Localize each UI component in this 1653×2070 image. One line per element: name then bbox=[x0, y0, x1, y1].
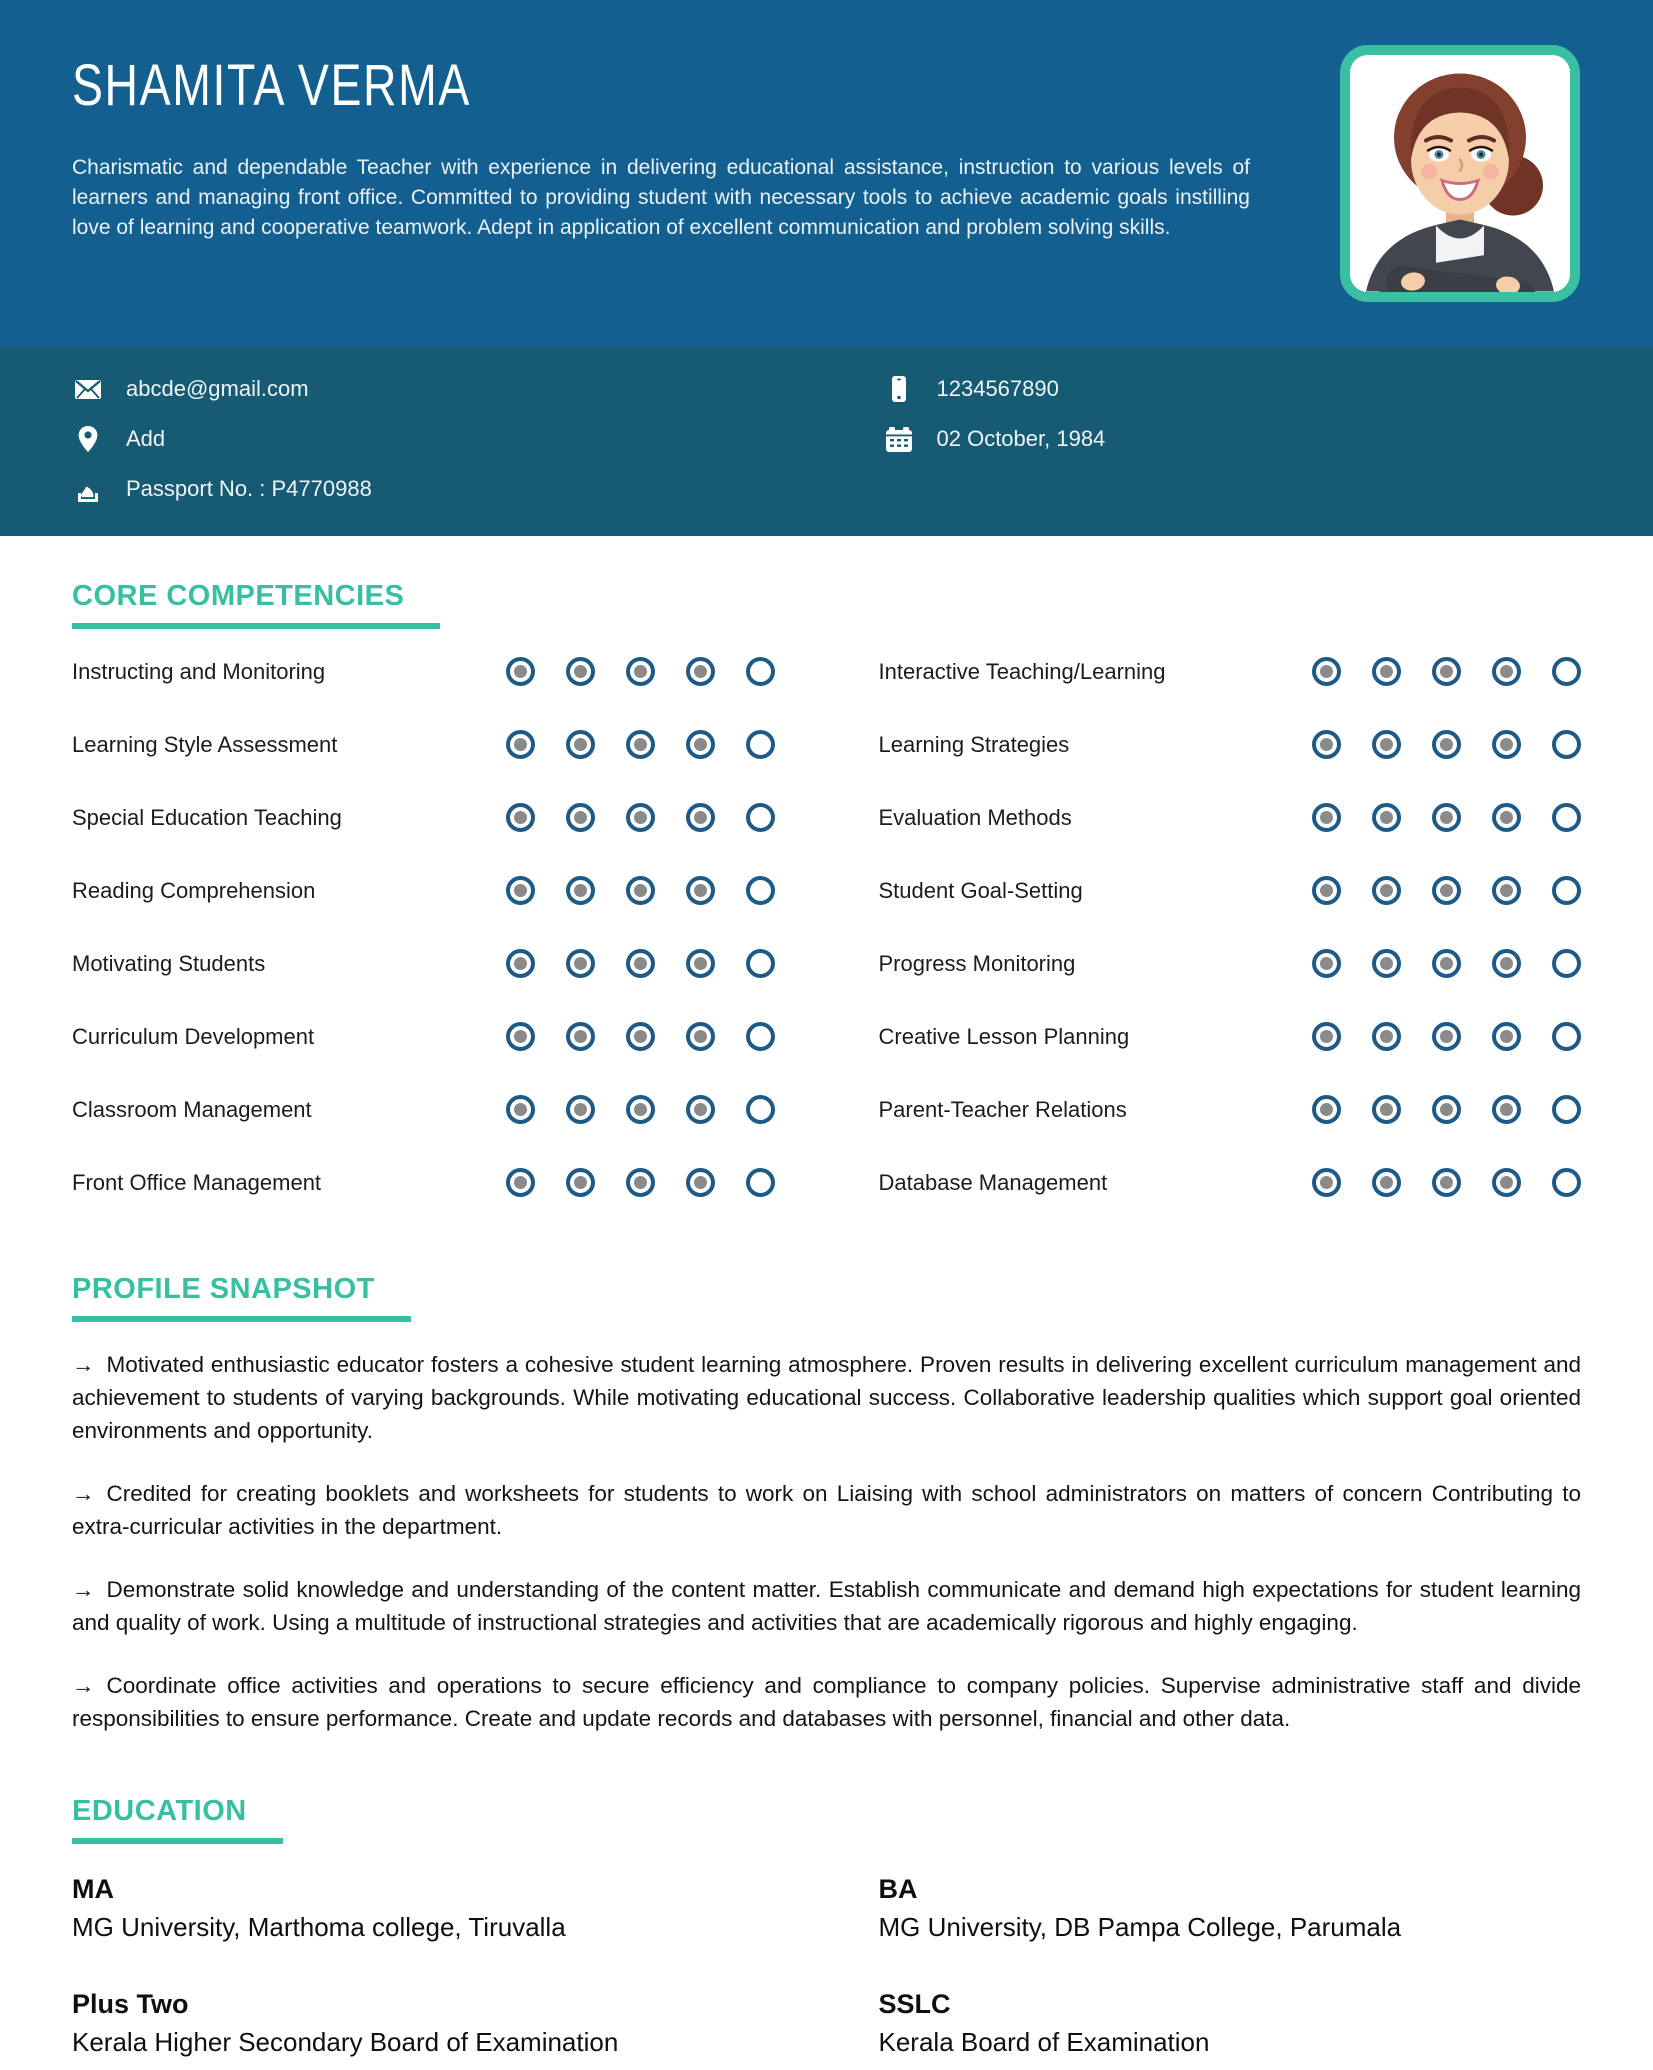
skill-rating bbox=[506, 1022, 775, 1051]
rating-dot-empty bbox=[1552, 803, 1581, 832]
skill-rating bbox=[506, 876, 775, 905]
rating-dot-filled bbox=[686, 657, 715, 686]
passport-text: Passport No. : P4770988 bbox=[126, 476, 372, 501]
rating-dot-filled bbox=[1432, 949, 1461, 978]
education-item bbox=[879, 1989, 1582, 2058]
rating-dot-filled bbox=[566, 1022, 595, 1051]
rating-dot-filled bbox=[566, 803, 595, 832]
arrow-bullet-icon: → bbox=[72, 1481, 95, 1506]
section-profile-snapshot bbox=[72, 1273, 1581, 1735]
rating-dot-empty bbox=[1552, 730, 1581, 759]
rating-dot-empty bbox=[1552, 949, 1581, 978]
skill-row bbox=[72, 927, 775, 1000]
skill-row bbox=[72, 1000, 775, 1073]
rating-dot-filled bbox=[1312, 1022, 1341, 1051]
skill-rating bbox=[1312, 1022, 1581, 1051]
location-pin-icon bbox=[72, 423, 104, 455]
skill-label: Motivating Students bbox=[72, 950, 266, 976]
birth-date-text: 02 October, 1984 bbox=[936, 426, 1106, 451]
rating-dot-filled bbox=[1492, 657, 1521, 686]
skill-rating bbox=[506, 949, 775, 978]
rating-dot-filled bbox=[506, 657, 535, 686]
skill-row bbox=[879, 1000, 1582, 1073]
rating-dot-filled bbox=[686, 876, 715, 905]
degree-name: Plus Two bbox=[72, 1989, 189, 2019]
competencies-grid bbox=[72, 635, 1581, 1219]
rating-dot-filled bbox=[1432, 1168, 1461, 1197]
rating-dot-filled bbox=[1312, 876, 1341, 905]
rating-dot-empty bbox=[1552, 1095, 1581, 1124]
rating-dot-filled bbox=[506, 803, 535, 832]
person-name: SHAMITA VERMA bbox=[72, 53, 471, 118]
skill-rating bbox=[1312, 730, 1581, 759]
profile-bullet: → Coordinate office activities and operations to secure efficiency and compliance to company policies. Supervise administrative staff and divide responsibilities to ensure performance. Create and update records and databases with personnel, financial and other data. bbox=[72, 1673, 1581, 1731]
rating-dot-filled bbox=[506, 1168, 535, 1197]
header bbox=[0, 0, 1653, 348]
rating-dot-filled bbox=[1312, 1168, 1341, 1197]
rating-dot-filled bbox=[1312, 803, 1341, 832]
skill-label: Learning Style Assessment bbox=[72, 731, 338, 757]
rating-dot-empty bbox=[746, 657, 775, 686]
phone-text: 1234567890 bbox=[936, 376, 1059, 401]
header-summary: Charismatic and dependable Teacher with experience in delivering educational assistance, instruction to various levels of learners and managing front office. Committed to providing student with necessary tools to achieve academic goals instilling love of learning and cooperative teamwork. Adept in application of excellent communication and problem solving skills. bbox=[72, 156, 1250, 240]
skill-label: Front Office Management bbox=[72, 1169, 322, 1195]
skill-rating bbox=[1312, 803, 1581, 832]
skill-label: Creative Lesson Planning bbox=[878, 1023, 1130, 1049]
resume-body bbox=[0, 580, 1653, 2058]
institution: Kerala Higher Secondary Board of Examination bbox=[72, 2027, 619, 2057]
skill-label: Interactive Teaching/Learning bbox=[878, 658, 1166, 684]
skill-row bbox=[879, 854, 1582, 927]
rating-dot-filled bbox=[686, 1022, 715, 1051]
contact-passport bbox=[72, 464, 827, 514]
degree-name: SSLC bbox=[878, 1989, 951, 2019]
mobile-phone-icon bbox=[883, 373, 915, 405]
avatar-woman-illustration bbox=[1350, 55, 1570, 292]
institution: MG University, Marthoma college, Tiruvalla bbox=[72, 1912, 566, 1942]
rating-dot-filled bbox=[626, 730, 655, 759]
rating-dot-filled bbox=[626, 657, 655, 686]
skill-label: Reading Comprehension bbox=[72, 877, 316, 903]
skill-row bbox=[879, 927, 1582, 1000]
education-item bbox=[879, 1874, 1582, 1943]
profile-bullet-list bbox=[72, 1348, 1581, 1735]
education-item bbox=[72, 1874, 775, 1943]
rating-dot-empty bbox=[746, 949, 775, 978]
contact-birth-date bbox=[883, 414, 1582, 464]
skill-rating bbox=[506, 657, 775, 686]
contact-right-column bbox=[827, 364, 1582, 514]
rating-dot-filled bbox=[1312, 949, 1341, 978]
profile-photo bbox=[1340, 45, 1580, 302]
profile-bullet: → Demonstrate solid knowledge and understanding of the content matter. Establish communicate and demand high expectations for student learning and quality of work. Using a multitude of instructional strategies and activities that are academically rigorous and highly engaging. bbox=[72, 1577, 1581, 1635]
degree-name: BA bbox=[878, 1874, 918, 1904]
profile-bullet: → Motivated enthusiastic educator fosters a cohesive student learning atmosphere. Proven results in delivering excellent curriculum management and achievement to students of varying backgrounds. While motivating educational success. Collaborative leadership qualities which support goal oriented environments and opportunity. bbox=[72, 1352, 1581, 1443]
rating-dot-filled bbox=[566, 657, 595, 686]
rating-dot-filled bbox=[686, 1168, 715, 1197]
skill-label: Learning Strategies bbox=[878, 731, 1070, 757]
profile-bullet: → Credited for creating booklets and worksheets for students to work on Liaising with school administrators on matters of concern Contributing to extra-curricular activities in the department. bbox=[72, 1481, 1581, 1539]
rating-dot-empty bbox=[1552, 876, 1581, 905]
skill-row bbox=[72, 1073, 775, 1146]
section-education bbox=[72, 1795, 1581, 2058]
core-competencies-title: CORE COMPETENCIES bbox=[72, 580, 440, 629]
skill-rating bbox=[1312, 657, 1581, 686]
rating-dot-filled bbox=[1312, 730, 1341, 759]
rating-dot-filled bbox=[1432, 803, 1461, 832]
rating-dot-filled bbox=[566, 876, 595, 905]
rating-dot-filled bbox=[626, 803, 655, 832]
institution: MG University, DB Pampa College, Parumala bbox=[878, 1912, 1402, 1942]
education-item bbox=[72, 1989, 775, 2058]
passport-stamp-icon bbox=[72, 473, 104, 505]
skill-label: Evaluation Methods bbox=[878, 804, 1072, 830]
rating-dot-filled bbox=[1432, 1095, 1461, 1124]
rating-dot-filled bbox=[686, 1095, 715, 1124]
rating-dot-filled bbox=[1372, 657, 1401, 686]
skill-label: Special Education Teaching bbox=[72, 804, 342, 830]
skill-rating bbox=[1312, 876, 1581, 905]
rating-dot-filled bbox=[1372, 876, 1401, 905]
rating-dot-filled bbox=[506, 1022, 535, 1051]
skill-label: Parent-Teacher Relations bbox=[878, 1096, 1127, 1122]
rating-dot-filled bbox=[566, 730, 595, 759]
skill-label: Student Goal-Setting bbox=[878, 877, 1083, 903]
rating-dot-filled bbox=[1372, 1095, 1401, 1124]
skill-row bbox=[879, 1073, 1582, 1146]
skill-row bbox=[72, 781, 775, 854]
rating-dot-filled bbox=[506, 730, 535, 759]
skill-rating bbox=[506, 803, 775, 832]
calendar-icon bbox=[883, 423, 915, 455]
rating-dot-filled bbox=[506, 1095, 535, 1124]
rating-dot-filled bbox=[1492, 1168, 1521, 1197]
rating-dot-filled bbox=[626, 1022, 655, 1051]
rating-dot-filled bbox=[1372, 730, 1401, 759]
email-icon bbox=[72, 373, 104, 405]
skill-rating bbox=[1312, 949, 1581, 978]
contact-left-column bbox=[72, 364, 827, 514]
skill-row bbox=[879, 708, 1582, 781]
skill-label: Curriculum Development bbox=[72, 1023, 315, 1049]
rating-dot-filled bbox=[1492, 949, 1521, 978]
rating-dot-empty bbox=[1552, 1168, 1581, 1197]
rating-dot-filled bbox=[506, 949, 535, 978]
education-grid bbox=[72, 1874, 1581, 2058]
education-title: EDUCATION bbox=[72, 1795, 283, 1844]
rating-dot-filled bbox=[1492, 1022, 1521, 1051]
email-text: abcde@gmail.com bbox=[126, 376, 309, 401]
contact-phone bbox=[883, 364, 1582, 414]
skill-rating bbox=[506, 1168, 775, 1197]
competencies-left-column bbox=[72, 635, 775, 1219]
rating-dot-empty bbox=[1552, 1022, 1581, 1051]
rating-dot-filled bbox=[1492, 1095, 1521, 1124]
profile-snapshot-title: PROFILE SNAPSHOT bbox=[72, 1273, 411, 1322]
rating-dot-filled bbox=[1372, 1168, 1401, 1197]
skill-row bbox=[879, 1146, 1582, 1219]
skill-row bbox=[879, 781, 1582, 854]
rating-dot-filled bbox=[1432, 730, 1461, 759]
rating-dot-empty bbox=[746, 803, 775, 832]
rating-dot-filled bbox=[1432, 1022, 1461, 1051]
rating-dot-filled bbox=[686, 730, 715, 759]
skill-row bbox=[72, 1146, 775, 1219]
rating-dot-empty bbox=[746, 730, 775, 759]
rating-dot-filled bbox=[626, 876, 655, 905]
skill-label: Instructing and Monitoring bbox=[72, 658, 326, 684]
rating-dot-filled bbox=[1492, 730, 1521, 759]
skill-label: Database Management bbox=[878, 1169, 1108, 1195]
rating-dot-filled bbox=[566, 949, 595, 978]
rating-dot-filled bbox=[1372, 803, 1401, 832]
skill-row bbox=[72, 635, 775, 708]
section-core-competencies bbox=[72, 580, 1581, 1219]
arrow-bullet-icon: → bbox=[72, 1673, 95, 1698]
competencies-right-column bbox=[879, 635, 1582, 1219]
rating-dot-filled bbox=[626, 949, 655, 978]
rating-dot-filled bbox=[506, 876, 535, 905]
skill-row bbox=[879, 635, 1582, 708]
degree-name: MA bbox=[72, 1874, 114, 1904]
skill-rating bbox=[506, 1095, 775, 1124]
rating-dot-filled bbox=[626, 1095, 655, 1124]
rating-dot-filled bbox=[1432, 876, 1461, 905]
rating-dot-filled bbox=[686, 949, 715, 978]
skill-row bbox=[72, 708, 775, 781]
arrow-bullet-icon: → bbox=[72, 1577, 95, 1602]
skill-label: Progress Monitoring bbox=[878, 950, 1076, 976]
rating-dot-empty bbox=[746, 1022, 775, 1051]
skill-row bbox=[72, 854, 775, 927]
contact-band bbox=[0, 348, 1653, 536]
rating-dot-filled bbox=[1492, 803, 1521, 832]
rating-dot-filled bbox=[1432, 657, 1461, 686]
skill-rating bbox=[1312, 1095, 1581, 1124]
rating-dot-empty bbox=[746, 1095, 775, 1124]
rating-dot-filled bbox=[686, 803, 715, 832]
rating-dot-filled bbox=[566, 1168, 595, 1197]
skill-label: Classroom Management bbox=[72, 1096, 312, 1122]
rating-dot-empty bbox=[746, 876, 775, 905]
institution: Kerala Board of Examination bbox=[878, 2027, 1210, 2057]
skill-rating bbox=[506, 730, 775, 759]
rating-dot-empty bbox=[1552, 657, 1581, 686]
rating-dot-filled bbox=[1312, 1095, 1341, 1124]
rating-dot-filled bbox=[1372, 1022, 1401, 1051]
address-text: Add bbox=[126, 426, 166, 451]
contact-email bbox=[72, 364, 827, 414]
rating-dot-filled bbox=[566, 1095, 595, 1124]
arrow-bullet-icon: → bbox=[72, 1352, 95, 1377]
rating-dot-empty bbox=[746, 1168, 775, 1197]
rating-dot-filled bbox=[1492, 876, 1521, 905]
skill-rating bbox=[1312, 1168, 1581, 1197]
rating-dot-filled bbox=[626, 1168, 655, 1197]
contact-address bbox=[72, 414, 827, 464]
rating-dot-filled bbox=[1372, 949, 1401, 978]
rating-dot-filled bbox=[1312, 657, 1341, 686]
